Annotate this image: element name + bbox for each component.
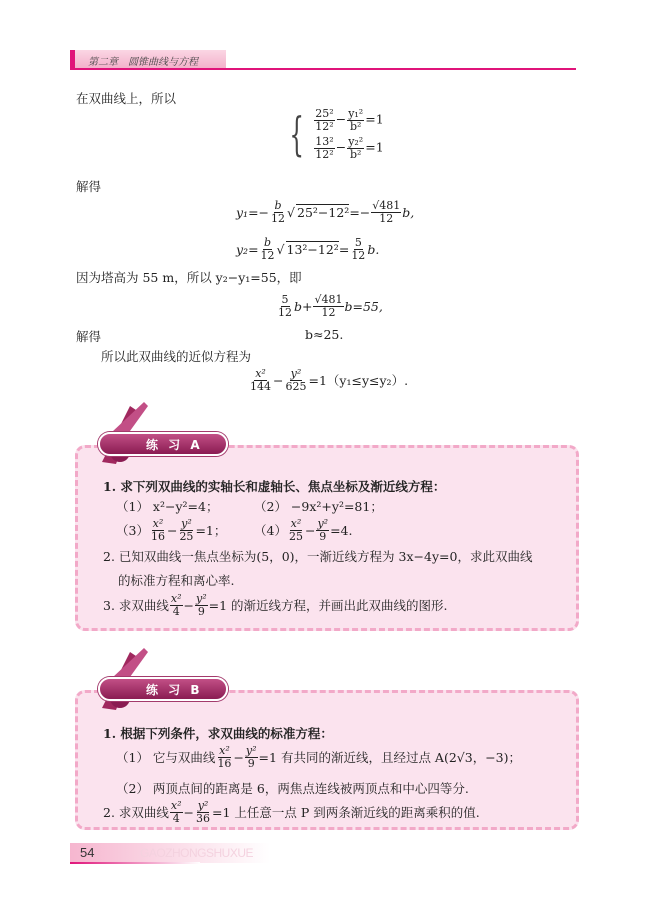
exercise-item: 1. 求下列双曲线的实轴长和虚轴长、焦点坐标及渐近线方程： [103,479,446,494]
equation-system: { $\frac{\text{25²}}{\text{12²}}$ − $\frac{\text{y₁²}}{\text{b²}}$ =1 $\frac{\text{13²}}{\text{12²}}$ − $\frac{\text{y₂²}}{\text{b²}}$ =1 [289,107,384,162]
equation-y1: y₁=− $\frac{b}{12}$ √ 25²−12² =− $\frac{√481}{12}$ b, [236,199,415,225]
equation-y2: y₂= $\frac{b}{12}$ √ 13²−12² = $\frac{5}{12}$ b. [236,236,380,262]
equation-b: $\frac{5}{12}$ b+ $\frac{√481}{12}$ b=55, [278,293,383,319]
exercise-subitem: （4） $\frac{\text{x²}}{25}$ − $\frac{\text{y²}}{9}$ =4. [254,517,353,543]
exercise-subitem: （3） $\frac{\text{x²}}{16}$ − $\frac{\text{y²}}{25}$ =1； [116,517,227,543]
text-line: 在双曲线上，所以 [76,91,177,106]
footer-watermark: GAOZHONGSHUXUE [140,846,254,860]
page-number: 54 [80,845,95,860]
text-line: 解得 [76,329,102,344]
exercise-item: 2. 已知双曲线一焦点坐标为(5，0)，一渐近线方程为 3x−4y=0，求此双曲线 [103,549,533,564]
exercise-subitem: （2） −9x²+y²=81； [254,499,383,514]
exercise-subitem: （1） x²−y²=4； [116,499,219,514]
exercise-item: 2. 求双曲线 $\frac{\text{x²}}{4}$ − $\frac{\text{y²}}{36}$ =1 上任意一点 P 到两条渐近线的距离乘积的值. [103,799,480,825]
text-line: 因为塔高为 55 m，所以 y₂−y₁=55，即 [76,270,302,285]
exercise-item-cont: 的标准方程和离心率. [118,573,235,588]
header-accent [70,50,75,69]
exercise-a-title: 练 习 A [98,432,228,456]
exercise-subitem: （1） 它与双曲线 $\frac{\text{x²}}{16}$ − $\frac{\text{y²}}{9}$ =1 有共同的渐近线，且经过点 A(2√3，−3)； [116,744,521,770]
header-rule [70,68,576,70]
text-line: 所以此双曲线的近似方程为 [101,349,252,364]
exercise-item: 1. 根据下列条件，求双曲线的标准方程： [103,726,333,741]
footer-rule [70,862,200,864]
text-line: 解得 [76,179,102,194]
exercise-subitem: （2） 两顶点间的距离是 6，两焦点连线被两顶点和中心四等分. [116,781,469,796]
exercise-b-title: 练 习 B [98,677,228,701]
brace: { [289,107,304,162]
chapter-title: 第二章 圆锥曲线与方程 [88,57,198,68]
final-equation: $\frac{\text{x²}}{144}$ − $\frac{\text{y²}}{625}$ =1（y₁≤y≤y₂）. [250,367,409,393]
exercise-item: 3. 求双曲线 $\frac{\text{x²}}{4}$ − $\frac{\text{y²}}{9}$ =1 的渐近线方程，并画出此双曲线的图形. [103,592,448,618]
result-b: b≈25. [305,327,344,342]
